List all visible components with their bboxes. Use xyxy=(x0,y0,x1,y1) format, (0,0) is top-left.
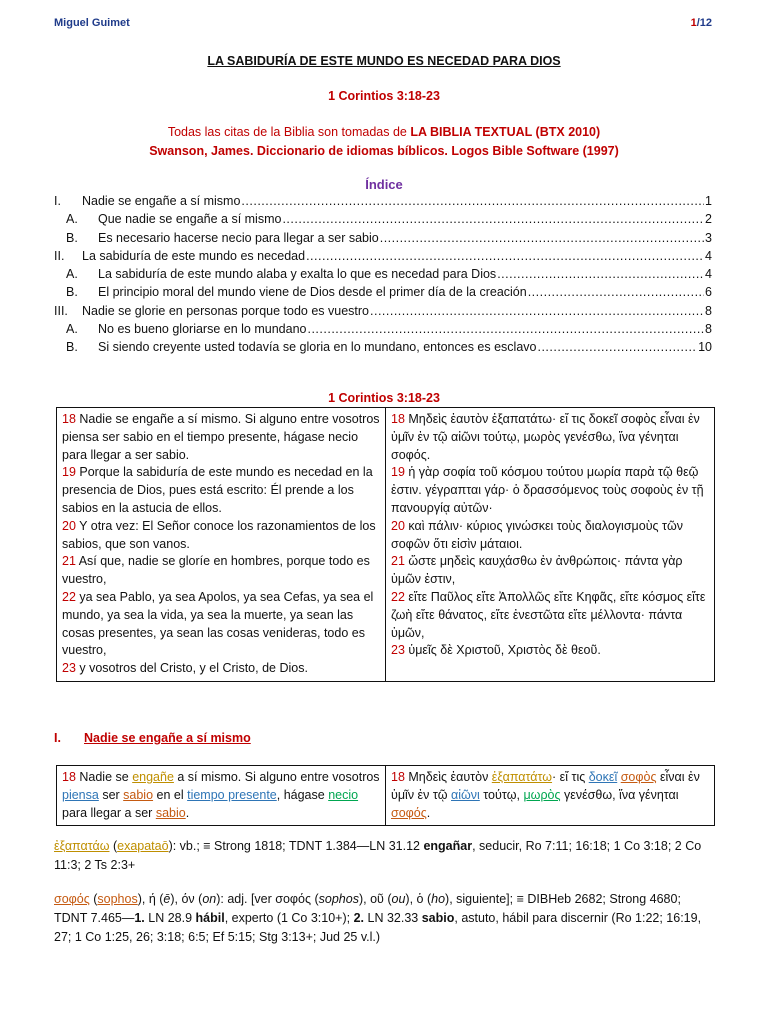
lexicon-entry-exapatao xyxy=(54,837,716,875)
lexicon-segment: ē xyxy=(163,892,171,906)
verse-greek: 21 ὥστε μηδεὶς καυχάσθω ἐν ἀνθρώποις· πάντα γὰρ ὑμῶν ἐστιν, xyxy=(391,554,683,587)
lexicon-segment: LN 32.33 xyxy=(364,911,422,925)
verse18-table xyxy=(56,765,715,826)
toc-leader xyxy=(282,212,704,226)
section-title: Nadie se engañe a sí mismo xyxy=(84,731,251,745)
lexicon-segment: ): vb.; ≡ Strong 1818; TDNT 1.384—LN 31.12 xyxy=(168,839,424,853)
toc-leader xyxy=(497,267,704,281)
sources-line-1 xyxy=(0,123,768,142)
lexicon-segment: ἐξαπατάω xyxy=(54,839,110,853)
lexicon-segment: , astuto, hábil para discernir (Ro 1:22; 16:19, 27; 1 Co 1:25, 26; 3:18; 6:5; Ef 5:15; Stg 3:13+; Jud 25 v.l.) xyxy=(54,911,702,944)
sources-bible: LA BIBLIA TEXTUAL (BTX 2010) xyxy=(410,125,601,139)
page-number xyxy=(691,17,712,29)
verse18-row xyxy=(57,766,715,826)
lexicon-segment: σοφός xyxy=(54,892,90,906)
greek-column xyxy=(386,408,715,682)
verse-greek: 19 ἡ γὰρ σοφία τοῦ κόσμου τούτου μωρία παρὰ τῷ θεῷ ἐστιν. γέγραπται γάρ· ὁ δρασσόμενος τοὺς σοφοὺς ἐν τῇ πανουργίᾳ αὐτῶν· xyxy=(391,465,704,515)
toc-leader xyxy=(380,231,704,245)
toc-leader xyxy=(370,304,704,318)
toc-leader xyxy=(306,249,704,263)
sources-prefix: Todas las citas de la Biblia son tomadas de xyxy=(167,125,411,139)
sources-note xyxy=(0,123,768,161)
document-title: LA SABIDURÍA DE ESTE MUNDO ES NECEDAD PARA DIOS xyxy=(207,54,561,68)
toc-leader xyxy=(528,285,704,299)
verse18-spanish-segment: necio xyxy=(328,787,359,802)
lexicon-segment: sophos xyxy=(318,892,359,906)
lexicon-segment: ho xyxy=(431,892,446,906)
verse18-greek-segment: αἰῶνι xyxy=(451,787,480,802)
toc-item[interactable]: A. No es bueno gloriarse en lo mundano ..... 8 xyxy=(54,322,712,340)
verse18-spanish-segment: ser xyxy=(98,787,124,802)
verse18-greek-segment: ἐξαπατάτω xyxy=(491,770,553,784)
lexicon-segment: sabio xyxy=(421,911,455,925)
verse18-spanish-segment: Nadie se xyxy=(75,770,133,784)
lexicon-segment: exapataō xyxy=(117,839,169,853)
section-number: I. xyxy=(54,731,61,745)
verse18-greek-segment: τούτῳ, xyxy=(479,787,524,802)
toc-item[interactable]: B. El principio moral del mundo viene de Dios desde el primer día de la creación ..... 6 xyxy=(54,285,712,303)
index-title: Índice xyxy=(365,177,403,192)
verse18-spanish-segment: , hágase xyxy=(276,787,329,802)
lexicon-segment: ), οῦ ( xyxy=(358,892,392,906)
lexicon-segment: ), ὁ ( xyxy=(405,892,432,906)
verse-spanish: 21 Así que, nadie se gloríe en hombres, porque todo es vuestro, xyxy=(62,554,370,587)
verse-spanish: 18 Nadie se engañe a sí mismo. Si alguno entre vosotros piensa ser sabio en el tiempo presente, hágase necio para llegar a ser sabio. xyxy=(62,412,380,462)
toc-leader xyxy=(537,340,697,354)
sources-line-2 xyxy=(0,142,768,161)
lexicon-segment: ( xyxy=(109,839,118,853)
toc-item[interactable]: A. La sabiduría de este mundo alaba y exalta lo que es necedad para Dios ..... 4 xyxy=(54,267,712,285)
verse18-greek-segment: εἶναι ἐν ὑμῖν ἐν τῷ xyxy=(391,770,700,802)
verse18-spanish-segment: sabio xyxy=(155,805,186,820)
verse18-spanish-segment: piensa xyxy=(62,787,99,802)
verse18-spanish-segment: engañe xyxy=(132,770,174,784)
verse18-greek-segment: · εἴ τις xyxy=(552,770,589,784)
passage-table xyxy=(56,407,715,682)
verse18-spanish-segment: . xyxy=(185,805,190,820)
verse18-greek-segment: σοφός xyxy=(391,805,427,820)
section-heading xyxy=(54,731,251,745)
verse18-spanish xyxy=(57,766,386,826)
lexicon-segment: , seducir, Ro 7:11; 16:18; 1 Co 3:18; 2 Co 11:3; 2 Ts 2:3+ xyxy=(54,839,702,872)
toc-leader xyxy=(307,322,704,336)
spanish-column xyxy=(57,408,386,682)
toc-item[interactable]: B. Es necesario hacerse necio para llegar a ser sabio ..... 3 xyxy=(54,231,712,249)
verse-greek: 23 ὑμεῖς δὲ Χριστοῦ, Χριστὸς δὲ θεοῦ. xyxy=(391,643,601,658)
lexicon-segment: LN 28.9 xyxy=(144,911,196,925)
lexicon-segment: 2. xyxy=(353,911,365,925)
toc-item[interactable]: B. Si siendo creyente usted todavía se gloria en lo mundano, entonces es esclavo ..... 10 xyxy=(54,340,712,358)
lexicon-segment: ): adj. [ver σοφός ( xyxy=(216,892,319,906)
verse18-spanish-segment: tiempo presente xyxy=(187,787,277,802)
verse18-greek-segment: . xyxy=(426,805,431,820)
verse18-spanish-segment: 18 xyxy=(62,770,76,784)
verse-spanish: 19 Porque la sabiduría de este mundo es necedad en la presencia de Dios, pues está escrito: Él prende a los sabios en la astucia de ellos. xyxy=(62,465,373,515)
passage-row xyxy=(57,408,715,682)
page-total: /12 xyxy=(696,17,712,29)
verse18-spanish-segment: sabio xyxy=(123,787,154,802)
toc-item[interactable]: I. Nadie se engañe a sí mismo ..... 1 xyxy=(54,194,712,212)
verse-greek: 22 εἴτε Παῦλος εἴτε Ἀπολλῶς εἴτε Κηφᾶς, εἴτε κόσμος εἴτε ζωὴ εἴτε θάνατος, εἴτε ἐνεστῶτα εἴτε μέλλοντα· πάντα ὑμῶν, xyxy=(391,589,706,640)
verse18-spanish-segment: para llegar a ser xyxy=(62,805,156,820)
header-author: Miguel Guimet xyxy=(54,17,130,29)
lexicon-segment: ), όν ( xyxy=(170,892,203,906)
verse18-greek-segment: γενέσθω, ἵνα γένηται xyxy=(560,787,679,802)
toc-item[interactable]: A. Que nadie se engañe a sí mismo ..... 2 xyxy=(54,212,712,230)
verse18-greek xyxy=(386,766,715,826)
lexicon-segment: ou xyxy=(391,892,406,906)
table-of-contents xyxy=(54,194,712,359)
lexicon-segment: ), siguiente]; ≡ DIBHeb 2682; Strong 4680; TDNT 7.465— xyxy=(54,892,681,925)
lexicon-segment: ), xyxy=(137,892,149,906)
verse-greek: 18 Μηδεὶς ἑαυτὸν ἐξαπατάτω· εἴ τις δοκεῖ σοφὸς εἶναι ἐν ὑμῖν ἐν τῷ αἰῶνι τούτῳ, μωρὸς γενέσθω, ἵνα γένηται σοφός. xyxy=(391,412,700,462)
toc-item[interactable]: II. La sabiduría de este mundo es necedad ..... 4 xyxy=(54,249,712,267)
lexicon-segment: hábil xyxy=(195,911,225,925)
scripture-reference: 1 Corintios 3:18-23 xyxy=(328,89,440,103)
lexicon-segment: 1. xyxy=(134,911,145,925)
lexicon-segment: ( xyxy=(89,892,98,906)
verse18-greek-segment: μωρὸς xyxy=(523,787,561,802)
verse18-spanish-segment: en el xyxy=(153,787,188,802)
verse-spanish: 22 ya sea Pablo, ya sea Apolos, ya sea Cefas, ya sea el mundo, ya sea la vida, ya sea la muerte, ya sean las cosas presentes, ya sean las cosas venideras, todo es vuestro, xyxy=(62,589,374,658)
verse18-greek-segment: 18 xyxy=(391,770,405,784)
toc-item[interactable]: III. Nadie se glorie en personas porque todo es vuestro ..... 8 xyxy=(54,304,712,322)
verse-spanish: 20 Y otra vez: El Señor conoce los razonamientos de los sabios, que son vanos. xyxy=(62,518,376,551)
lexicon-segment: ( xyxy=(155,892,164,906)
verse18-greek-segment: δοκεῖ xyxy=(588,770,618,784)
page-current: 1 xyxy=(690,17,697,29)
verse18-greek-segment: Μηδεὶς ἑαυτὸν xyxy=(404,770,492,784)
passage-reference: 1 Corintios 3:18-23 xyxy=(328,391,440,405)
toc-leader xyxy=(241,194,704,208)
verse-spanish: 23 y vosotros del Cristo, y el Cristo, de Dios. xyxy=(62,661,308,676)
verse18-greek-segment: σοφὸς xyxy=(620,770,657,784)
lexicon-segment: ή xyxy=(148,892,156,906)
lexicon-segment: sophos xyxy=(97,892,138,906)
lexicon-segment: engañar xyxy=(423,839,473,853)
verse18-spanish-segment: a sí mismo. Si alguno entre vosotros xyxy=(173,770,380,784)
lexicon-segment: , experto (1 Co 3:10+); xyxy=(224,911,354,925)
sources-dictionary: Swanson, James. Diccionario de idiomas bíblicos. Logos Bible Software (1997) xyxy=(149,144,619,158)
lexicon-segment: on xyxy=(202,892,217,906)
lexicon-entry-sophos xyxy=(54,890,716,947)
verse-greek: 20 καὶ πάλιν· κύριος γινώσκει τοὺς διαλογισμοὺς τῶν σοφῶν ὅτι εἰσὶν μάταιοι. xyxy=(391,518,683,551)
